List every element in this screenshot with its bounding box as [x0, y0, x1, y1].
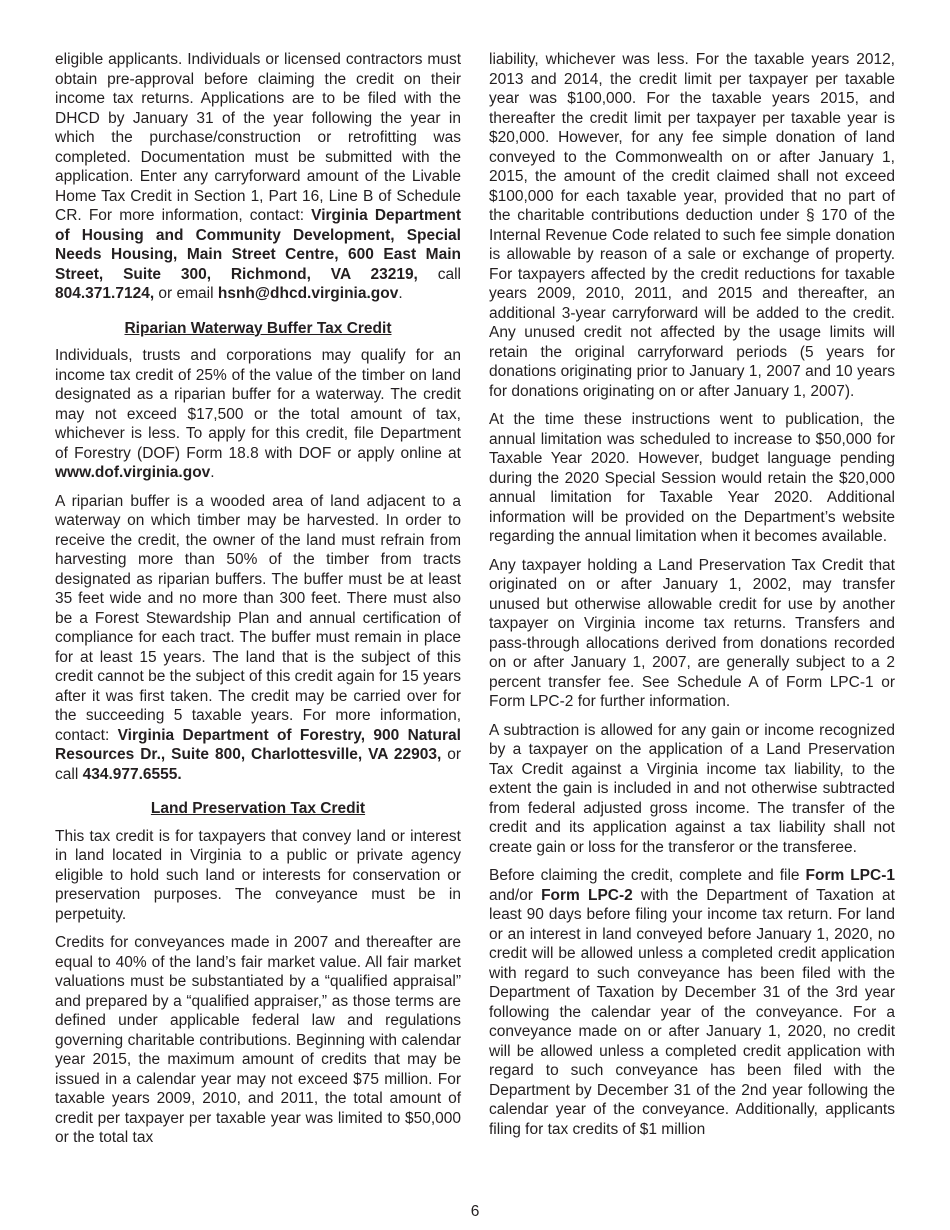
transfer-paragraph: Any taxpayer holding a Land Preservation Tax Credit that originated on or after January 1, 2002, may transfer unused but otherwise allowable credit for use by another taxpayer on Virginia income tax returns. Transfers and pass-through allocations derived from donations recorded on or after January 1, 2007, are generally subject to a 2 percent transfer fee. See Schedule A of Form LPC-1 or Form LPC-2 for further information. — [489, 556, 895, 710]
dof-website: www.dof.virginia.gov — [55, 464, 211, 481]
land-preservation-heading: Land Preservation Tax Credit — [150, 800, 366, 817]
dhcd-phone: 804.371.7124, — [55, 285, 155, 302]
claiming-credit-paragraph: Before claiming the credit, complete and file Form LPC-1 and/or Form LPC-2 with the Department of Taxation at least 90 days before filing your income tax return. For land or an interest in land conveyed before January 1, 2020, no credit will be allowed unless a completed credit application with regard to such conveyance has been filed with the Department of Taxation by December 31 of the 3rd year following the calendar year of the conveyance. For a conveyance made on or after January 1, 2020, no credit will be allowed unless a completed credit application with regard to such conveyance has been filed with the Department by December 31 of the 2nd year following the calendar year of the conveyance. Additionally, applicants filing for tax credits of $1 million — [489, 867, 895, 1138]
land-preservation-paragraph-2: Credits for conveyances made in 2007 and thereafter are equal to 40% of the land’s fair market value. All fair market valuations must be substantiated by a “qualified appraisal” and prepared by a “qualified appraiser,” as those terms are defined under applicable federal law and regulations governing charitable contributions. Beginning with calendar year 2015, the maximum amount of credits that may be issued in a calendar year may not exceed $75 million. For taxable years 2009, 2010, and 2011, the total amount of credit per taxpayer per taxable year was limited to $50,000 or the total tax — [55, 934, 461, 1146]
right-column — [489, 50, 895, 1148]
riparian-paragraph-1: Individuals, trusts and corporations may qualify for an income tax credit of 25% of the value of the timber on land designated as a riparian buffer for a waterway. The credit may not exceed $17,500 or the total amount of tax, whichever is less. To apply for this credit, file Department of Forestry (DOF) Form 18.8 with DOF or apply online at www.dof.virginia.gov. — [55, 347, 461, 481]
dof-address: Virginia Department of Forestry, 900 Natural Resources Dr., Suite 800, Charlottesville, VA 22903, — [55, 726, 461, 763]
credit-limits-paragraph: liability, whichever was less. For the taxable years 2012, 2013 and 2014, the credit limit per taxpayer per taxable year was $100,000. For the taxable years 2015, and thereafter the credit limit per taxpayer per taxable year is $20,000. However, for any fee simple donation of land conveyed to the Commonwealth on or after January 1, 2015, the amount of the credit claimed shall not exceed $100,000 for each taxable year, provided that no part of the charitable contributions deduction under § 170 of the Internal Revenue Code related to such fee simple donation is allowable by reason of a sale or exchange of property. For taxpayers affected by the credit reductions for taxable years 2009, 2010, 2011, and 2015 and thereafter, an additional 3-year carryforward will be added to the credit. Any unused credit not affected by the usage limits will retain the original carryforward periods (5 years for donations originating prior to January 1, 2007 and 10 years for donations originating on or after January 1, 2007). — [489, 51, 895, 400]
riparian-paragraph-2: A riparian buffer is a wooded area of land adjacent to a waterway on which timber may be harvested. In order to receive the credit, the owner of the land must refrain from harvesting more than 50% of the timber from tracts designated as riparian buffers. The buffer must be at least 35 feet wide and no more than 300 feet. There must also be a Forest Stewardship Plan and annual certification of compliance for each tract. The buffer must remain in place for at least 15 years. The land that is the subject of this credit cannot be the subject of this credit again for 15 years after it was first taken. The credit may be carried over for the succeeding 5 taxable years. For more information, contact: Virginia Department of Forestry, 900 Natural Resources Dr., Suite 800, Charlottesville, VA 22903, or call 434.977.6555. — [55, 492, 462, 783]
dhcd-email: hsnh@dhcd.virginia.gov — [217, 285, 399, 302]
riparian-heading: Riparian Waterway Buffer Tax Credit — [124, 319, 392, 337]
land-preservation-paragraph-1: This tax credit is for taxpayers that convey land or interest in land located in Virginia to a public or private agency eligible to hold such land or interests for conservation or preservation purposes. The conveyance must be in perpetuity. — [55, 827, 461, 923]
dhcd-address: Virginia Department of Housing and Community Development, Special Needs Housing, Main Street Centre, 600 East Main Street, Suite 300, Richmond, VA 23219, — [55, 207, 461, 283]
annual-limitation-paragraph: At the time these instructions went to publication, the annual limitation was scheduled to increase to $50,000 for Taxable Year 2020. However, budget language pending during the 2020 Special Session would retain the $20,000 annual limitation for Taxable Year 2020. Additional information will be provided on the Department’s website regarding the annual limitation when it becomes available. — [489, 411, 895, 545]
left-column — [55, 50, 461, 1157]
dof-phone: 434.977.6555. — [82, 765, 182, 783]
form-lpc-2: Form LPC-2 — [541, 886, 633, 904]
livable-home-paragraph: eligible applicants. Individuals or licensed contractors must obtain pre-approval before claiming the credit on their income tax returns. Applications are to be filed with the DHCD by January 31 of the year following the year in which the purchase/construction or retrofitting was completed. Documentation must be submitted with the application. Enter any carryforward amount of the Livable Home Tax Credit in Section 1, Part 16, Line B of Schedule CR. For more information, contact: Virginia Department of Housing and Community Development, Special Needs Housing, Main Street Centre, 600 East Main Street, Suite 300, Richmond, VA 23219, call 804.371.7124, or email hsnh@dhcd.virginia.gov. — [55, 51, 461, 302]
page-number: 6 — [470, 1203, 480, 1220]
form-lpc-1: Form LPC-1 — [805, 867, 895, 884]
subtraction-paragraph: A subtraction is allowed for any gain or income recognized by a taxpayer on the application of a Land Preservation Tax Credit against a Virginia income tax liability, to the extent the gain is included in and not otherwise subtracted from federal adjusted gross income. The transfer of the credit and its application against a tax liability shall not create gain or loss for the transferor or the transferee. — [489, 721, 895, 856]
